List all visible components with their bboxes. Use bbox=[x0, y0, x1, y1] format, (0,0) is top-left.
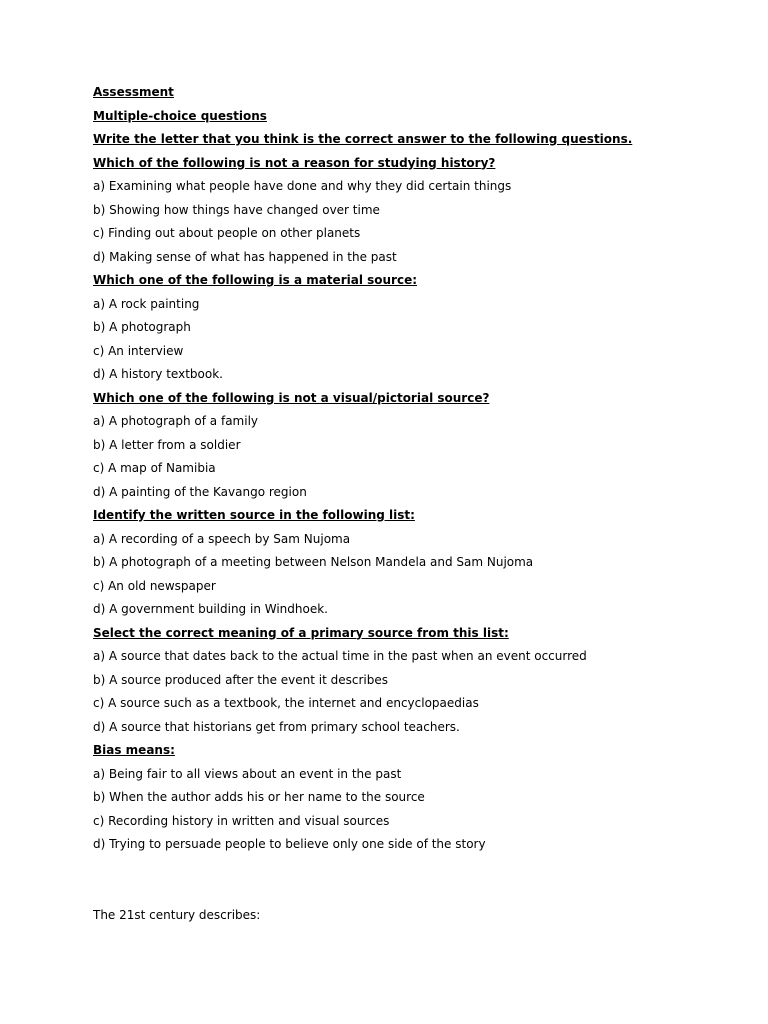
answer-option: c) Recording history in written and visual sources bbox=[93, 813, 390, 828]
answer-option: b) A letter from a soldier bbox=[93, 437, 241, 452]
question-heading: Select the correct meaning of a primary source from this list: bbox=[93, 625, 509, 640]
question-heading: Which one of the following is not a visual/pictorial source? bbox=[93, 390, 490, 405]
answer-option: b) A photograph bbox=[93, 320, 191, 334]
question-heading: Identify the written source in the following list: bbox=[93, 508, 415, 522]
question-heading: Which one of the following is a material source: bbox=[93, 273, 418, 287]
answer-option: b) When the author adds his or her name to the source bbox=[93, 790, 425, 804]
answer-option: a) A photograph of a family bbox=[93, 414, 259, 428]
answer-option: b) Showing how things have changed over time bbox=[93, 202, 380, 217]
answer-option: c) An old newspaper bbox=[93, 578, 216, 593]
answer-option: d) A painting of the Kavango region bbox=[93, 484, 307, 499]
answer-option: d) A history textbook. bbox=[93, 367, 223, 381]
answer-option: b) A source produced after the event it describes bbox=[93, 672, 388, 687]
answer-option: d) Making sense of what has happened in the past bbox=[93, 249, 397, 264]
answer-option: c) An interview bbox=[93, 343, 184, 358]
question-heading: Bias means: bbox=[93, 743, 175, 757]
trailing-question: The 21st century describes: bbox=[93, 907, 261, 922]
document-title: Assessment bbox=[93, 85, 174, 99]
answer-option: a) A source that dates back to the actual time in the past when an event occurred bbox=[93, 649, 587, 663]
answer-option: d) A source that historians get from primary school teachers. bbox=[93, 719, 460, 734]
document-page bbox=[93, 84, 733, 930]
answer-option: a) Examining what people have done and why they did certain things bbox=[93, 179, 512, 193]
answer-option: d) Trying to persuade people to believe only one side of the story bbox=[93, 837, 486, 851]
instruction-text: Write the letter that you think is the correct answer to the following questions. bbox=[93, 132, 633, 146]
document-subtitle: Multiple-choice questions bbox=[93, 108, 267, 123]
answer-option: c) Finding out about people on other planets bbox=[93, 226, 361, 240]
answer-option: a) Being fair to all views about an event in the past bbox=[93, 766, 402, 781]
answer-option: a) A rock painting bbox=[93, 296, 200, 311]
question-heading: Which of the following is not a reason for studying history? bbox=[93, 155, 496, 170]
answer-option: b) A photograph of a meeting between Nelson Mandela and Sam Nujoma bbox=[93, 555, 534, 569]
answer-option: c) A map of Namibia bbox=[93, 461, 216, 475]
blank-space bbox=[93, 860, 733, 907]
answer-option: d) A government building in Windhoek. bbox=[93, 602, 328, 616]
answer-option: a) A recording of a speech by Sam Nujoma bbox=[93, 531, 351, 546]
answer-option: c) A source such as a textbook, the internet and encyclopaedias bbox=[93, 696, 479, 710]
